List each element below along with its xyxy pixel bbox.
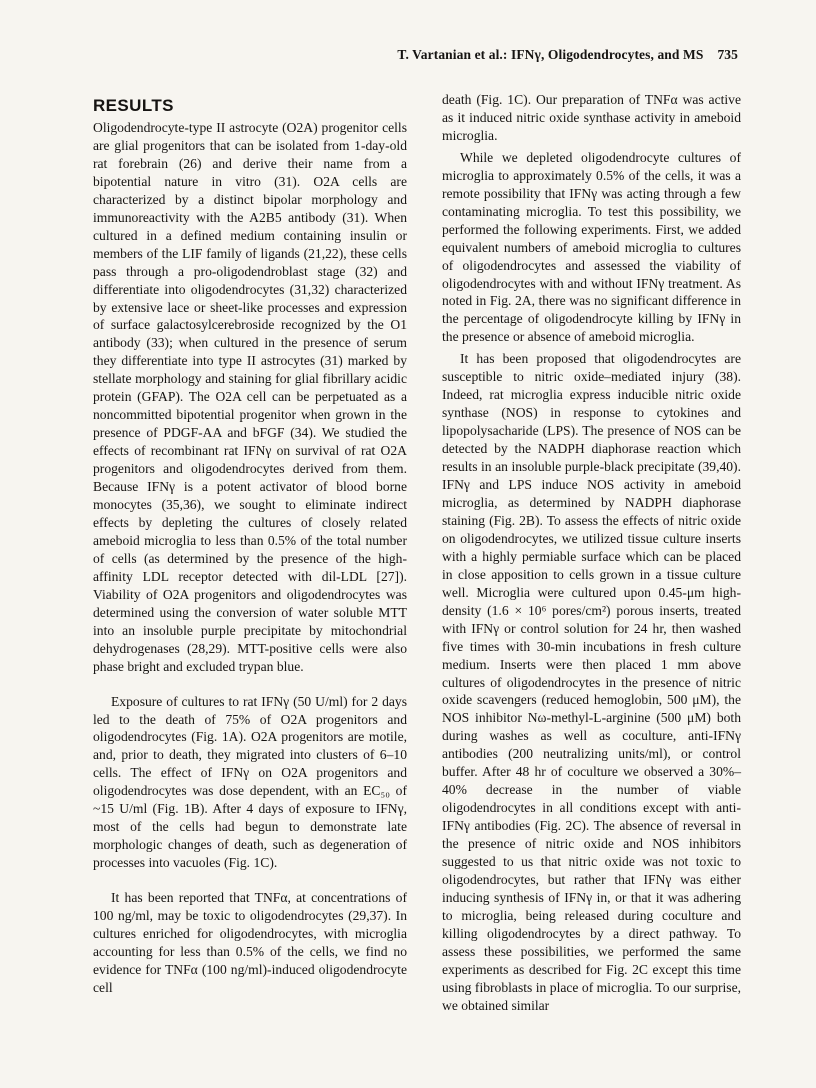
left-column xyxy=(93,91,407,997)
running-title: T. Vartanian et al.: IFNγ, Oligodendrocytes, and MS xyxy=(397,47,704,62)
paragraph: death (Fig. 1C). Our preparation of TNFα was active as it induced nitric oxide synthase activity in ameboid microglia. xyxy=(442,92,741,143)
section-heading: RESULTS xyxy=(93,96,174,115)
running-head xyxy=(397,47,738,63)
right-column xyxy=(442,91,741,1015)
paragraph: It has been proposed that oligodendrocytes are susceptible to nitric oxide–mediated injury (38). Indeed, rat microglia express inducible nitric oxide synthase (NOS) in response to cytokines and lipopolysacharide (LPS). The presence of NOS can be detected by the NADPH diaphorase reaction which results in an insoluble purple-black precipitate (39,40). IFNγ and LPS induce NOS activity in ameboid microglia, as determined by NADPH diaphorase staining (Fig. 2B). To assess the effects of nitric oxide on oligodendrocytes, we utilized tissue culture inserts with a highly permiable surface which can be placed in close apposition to cells grown in a tissue culture well. Microglia were cultured upon 0.45-μm high-density (1.6 × 10⁶ pores/cm²) porous inserts, treated with IFNγ or control solution for 24 hr, then washed five times with 30-min incubations in fresh culture medium. Inserts were then placed 1 mm above cultures of oligodendrocytes in the presence of nitric oxide scavengers (reduced hemoglobin, 500 μM), the NOS inhibitor Nω-methyl-L-arginine (500 μM) both during washes as well as coculture, anti-IFNγ antibodies (200 neutralizing units/ml), or control buffer. After 48 hr of coculture we observed a 30%–40% decrease in the number of viable oligodendrocytes in all conditions except with anti-IFNγ antibodies (Fig. 2C). The absence of reversal in the presence of nitric oxide and NOS inhibitors suggested to us that nitric oxide was not toxic to oligodendrocytes, but rather that IFNγ was either inducing synthesis of IFNγ in, or that it was adhering to microglia, being released during coculture and killing oligodendrocytes by a direct pathway. To assess these possibilities, we performed the same experiments as described for Fig. 2C except this time using fibroblasts in place of microglia. To our surprise, we obtained similar xyxy=(442,351,741,1013)
paragraph: While we depleted oligodendrocyte cultures of microglia to approximately 0.5% of the cells, it was a remote possibility that IFNγ was acting through a few contaminating microglia. To test this possibility, we performed the following experiments. First, we added equivalent numbers of ameboid microglia to cultures of oligodendrocytes and assessed the viability of oligodendrocytes with and without IFNγ treatment. As noted in Fig. 2A, there was no significant difference in the percentage of oligodendrocyte killing by IFNγ in the presence or absence of ameboid microglia. xyxy=(442,149,741,345)
paragraph: Exposure of cultures to rat IFNγ (50 U/ml) for 2 days led to the death of 75% of O2A progenitors and oligodendrocytes (Fig. 1A). O2A progenitors are motile, and, prior to death, they migrated into clusters of 6–10 cells. The effect of IFNγ on O2A progenitors and oligodendrocytes was dose dependent, with an EC₅₀ of ~15 U/ml (Fig. 1B). After 4 days of exposure to IFNγ, most of the cells had begun to demonstrate late morphologic changes of death, such as degeneration of processes into vacuoles (Fig. 1C). xyxy=(93,693,407,871)
paragraph: It has been reported that TNFα, at concentrations of 100 ng/ml, may be toxic to oligodendrocytes (29,37). In cultures enriched for oligodendrocytes, with microglia accounting for less than 0.5% of the cells, we find no evidence for TNFα (100 ng/ml)-induced oligodendrocyte cell xyxy=(93,890,407,995)
page-number: 735 xyxy=(717,47,738,62)
paragraph: Oligodendrocyte-type II astrocyte (O2A) progenitor cells are glial progenitors that can be isolated from 1-day-old rat forebrain (26) and derive their name from a bipotential nature in vitro (31). O2A cells are characterized by a distinct bipolar morphology and immunoreactivity with the A2B5 antibody (31). When cultured in a defined medium containing insulin or members of the LIF family of ligands (21,22), these cells pass through a pro-oligodendroblast stage (32) and differentiate into oligodendrocytes (31,32) characterized by extensive lace or sheet-like processes and expression of surface galactosylcerebroside recognized by the O1 antibody (33); when cultured in the presence of serum they differentiate into type II astrocytes (31) marked by stellate morphology and staining for glial fibrillary acidic protein (GFAP). The O2A cell can be perpetuated as a noncommitted bipotential progenitor when grown in the presence of PDGF-AA and bFGF (34). We studied the effects of recombinant rat IFNγ on survival of rat O2A progenitors and oligodendrocytes derived from them. Because IFNγ is a potent activator of blood borne monocytes (35,36), we sought to eliminate indirect effects by depleting the cultures of closely related ameboid microglia to less than 0.5% of the total number of cells (as determined by the presence of the high-affinity LDL receptor detected with dil-LDL [27]). Viability of O2A progenitors and oligodendrocytes was determined using the conversion of water soluble MTT into an insoluble purple precipitate by mitochondrial dehydrogenases (28,29). MTT-positive cells were also phase bright and excluded trypan blue. xyxy=(93,120,407,674)
